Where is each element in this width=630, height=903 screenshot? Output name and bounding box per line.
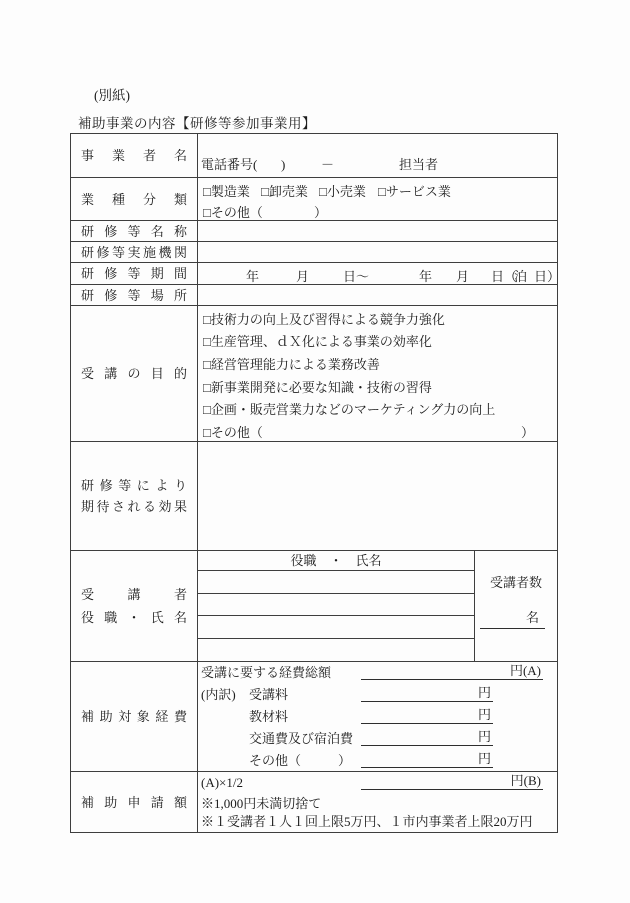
expenses-breakdown-line-1 <box>198 684 557 706</box>
attendee-name-row-4 <box>198 639 474 662</box>
subsidy-note-1: ※1,000円未満切捨て <box>201 796 322 811</box>
expenses-item-other-close-paren: ） <box>338 753 352 768</box>
expenses-item-other-label: その他（ <box>249 753 302 768</box>
business-name-input-cell <box>198 134 557 177</box>
purpose-other-label: □その他（ <box>203 424 263 440</box>
period-day-paren-label: 日（ <box>491 269 518 284</box>
period-year-label: 年 <box>246 269 260 284</box>
industry-option-wholesale-checkbox: □卸売業 <box>261 184 308 199</box>
purpose-option-5-checkbox: □企画・販売営業力などのマーケティング力の向上 <box>203 402 496 418</box>
phone-label: 電話番号( <box>201 157 258 172</box>
training-place-label: 研修等場所 <box>81 287 187 303</box>
expenses-item-materials-label: 教材料 <box>249 709 289 724</box>
attendees-column-header: 役職 ・ 氏名 <box>198 551 474 571</box>
industry-option-other-checkbox: □その他（ <box>203 205 263 220</box>
purpose-option-other-checkbox <box>198 420 557 443</box>
industry-option-retail-checkbox: □小売業 <box>319 184 366 199</box>
subsidy-label: 補助申請額 <box>81 794 187 810</box>
expenses-item-materials-amount-blank: 円 <box>361 704 493 724</box>
row-subsidy-amount <box>71 772 557 832</box>
expected-effect-input-cell <box>198 442 557 550</box>
subsidy-formula-line <box>198 772 557 794</box>
row-industry <box>71 178 557 221</box>
expected-effect-label-line1: 研修等により <box>81 478 187 493</box>
training-period-input-cell <box>198 263 561 284</box>
subsidy-label-cell <box>71 772 198 832</box>
expenses-total-amount-blank: 円(A) <box>361 660 543 680</box>
period-month2-label: 月 <box>456 269 470 284</box>
industry-other-close-paren: ） <box>314 205 328 220</box>
subsidy-amount-blank: 円(B) <box>361 770 543 790</box>
expected-effect-label-cell <box>71 442 198 550</box>
training-period-label-cell <box>71 263 198 284</box>
expected-effect-label-line2: 期待される効果 <box>81 499 187 514</box>
row-expenses <box>71 662 557 772</box>
row-attendees <box>71 551 557 662</box>
attendees-label-line1: 受講者 <box>81 587 187 602</box>
training-name-input-cell <box>198 221 557 241</box>
expenses-breakdown-line-3 <box>198 728 557 750</box>
attendee-count-unit-blank: 名 <box>480 608 545 629</box>
attendees-name-list <box>198 551 474 661</box>
business-name-label-cell <box>71 134 198 177</box>
row-training-name <box>71 221 557 242</box>
purpose-options-cell <box>198 306 557 441</box>
expenses-item-tuition-label: 受講料 <box>249 687 289 702</box>
attendee-name-row-2 <box>198 594 474 617</box>
period-month-label: 月 <box>296 269 310 284</box>
industry-label-cell <box>71 178 198 220</box>
expenses-breakdown-label: (内訳) <box>201 687 236 702</box>
expenses-label-cell <box>71 662 198 771</box>
purpose-option-4-checkbox: □新事業開発に必要な知識・技術の習得 <box>203 379 432 395</box>
training-org-label: 研修等実施機関 <box>81 244 187 260</box>
training-name-label: 研修等名称 <box>81 223 187 239</box>
industry-label: 業種分類 <box>81 191 187 207</box>
row-training-period <box>71 263 561 285</box>
period-day-tilde-label: 日～ <box>343 269 370 284</box>
subsidy-detail-cell <box>198 772 557 832</box>
purpose-option-3-checkbox: □経営管理能力による業務改善 <box>203 356 380 372</box>
training-place-input-cell <box>198 285 557 305</box>
training-name-label-cell <box>71 221 198 241</box>
phone-dash: － <box>321 157 335 172</box>
industry-option-service-checkbox: □サービス業 <box>378 184 451 199</box>
expenses-item-tuition-amount-blank: 円 <box>361 682 493 702</box>
expenses-total-line <box>198 662 557 684</box>
purpose-option-1-checkbox: □技術力の向上及び習得による競争力強化 <box>203 311 445 327</box>
industry-options-cell <box>198 178 557 220</box>
expenses-total-label: 受講に要する経費総額 <box>201 665 332 680</box>
purpose-label: 受講の目的 <box>81 366 187 381</box>
contact-label: 担当者 <box>399 157 439 172</box>
subsidy-note-2-line <box>198 815 557 832</box>
purpose-option-2-checkbox: □生産管理、ｄＸ化による事業の効率化 <box>203 334 432 350</box>
attendee-name-row-1 <box>198 571 474 594</box>
attendee-count-label: 受講者数 <box>489 575 542 590</box>
expenses-item-other-amount-blank: 円 <box>361 748 493 768</box>
purpose-label-cell <box>71 306 198 441</box>
row-purpose <box>71 306 557 442</box>
row-business-name <box>71 134 557 178</box>
business-name-label: 事業者名 <box>81 148 187 163</box>
period-nights-label: 泊 <box>514 269 528 284</box>
row-expected-effect <box>71 442 557 551</box>
expenses-breakdown-line-2 <box>198 706 557 728</box>
expenses-breakdown-line-4 <box>198 750 557 772</box>
training-org-input-cell <box>198 242 557 262</box>
attachment-note: (別紙) <box>94 88 130 103</box>
period-days-close-label: 日） <box>534 269 561 284</box>
attendee-name-row-3 <box>198 616 474 639</box>
row-training-place <box>71 285 557 306</box>
training-place-label-cell <box>71 285 198 305</box>
training-period-label: 研修等期間 <box>81 266 187 281</box>
industry-option-manufacturing-checkbox: □製造業 <box>203 184 250 199</box>
application-form-table <box>70 133 561 833</box>
attendees-label-cell <box>71 551 198 661</box>
expenses-item-travel-amount-blank: 円 <box>361 726 493 746</box>
document-title: 補助事業の内容【研修等参加事業用】 <box>78 116 316 131</box>
phone-close-paren: ) <box>281 157 286 172</box>
training-org-label-cell <box>71 242 198 262</box>
attendee-count-cell <box>474 551 557 661</box>
row-training-org <box>71 242 557 263</box>
expenses-label: 補助対象経費 <box>81 709 187 724</box>
period-year2-label: 年 <box>419 269 433 284</box>
subsidy-note-2: ※１受講者１人１回上限5万円、１市内事業者上限20万円 <box>201 814 533 829</box>
attendees-label-line2: 役職・氏名 <box>81 610 187 625</box>
expenses-detail-cell <box>198 662 557 771</box>
subsidy-formula: (A)×1/2 <box>201 775 243 790</box>
expenses-item-travel-label: 交通費及び宿泊費 <box>249 731 354 746</box>
purpose-other-close-paren: ） <box>521 424 535 440</box>
